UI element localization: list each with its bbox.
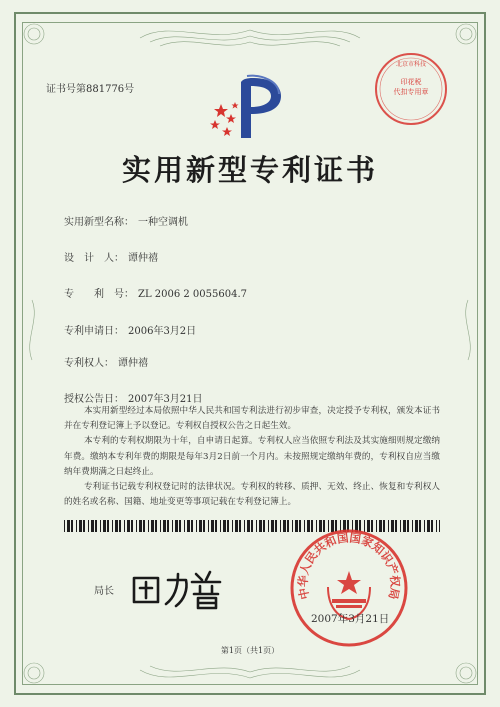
patent-number-value: ZL 2006 2 0055604.7 <box>138 289 248 300</box>
designer-value: 谭仲禧 <box>128 253 158 264</box>
svg-text:北京市科技: 北京市科技 <box>395 61 427 68</box>
seal-date: 2007年3月21日 <box>311 613 390 625</box>
utility-model-name-row <box>64 213 188 228</box>
grant-date-label: 授权公告日： <box>64 394 124 405</box>
filing-date-value: 2006年3月2日 <box>128 326 197 337</box>
patent-holder-label: 专利权人： <box>64 358 114 369</box>
director-signature <box>128 566 228 610</box>
patent-holder-value: 谭仲禧 <box>118 358 148 369</box>
designer-label: 设 计 人： <box>64 253 124 264</box>
patent-number-row <box>64 285 247 300</box>
certificate-title: 实用新型专利证书 <box>121 153 378 187</box>
body-paragraph-3: 专利证书记载专利权登记时的法律状况。专利权的转移、质押、无效、终止、恢复和专利权人的姓名或名称、国籍、地址变更等事项记载在专利登记簿上。 <box>64 482 440 508</box>
name-label: 实用新型名称： <box>64 217 134 228</box>
director-label: 局长 <box>94 586 114 597</box>
official-seal <box>288 527 410 649</box>
seal-ring-text: 中华人民共和国国家知识产权局 <box>295 530 403 601</box>
filing-date-label: 专利申请日： <box>64 326 124 337</box>
patent-number-label: 专 利 号： <box>64 289 134 300</box>
patent-office-logo-icon <box>207 72 287 142</box>
svg-text:代扣专用章: 代扣专用章 <box>393 88 429 96</box>
body-paragraph-2: 本专利的专利权期限为十年，自申请日起算。专利权人应当依照专利法及其实施细则规定缴纳年费。缴纳本专利年费的期限是每年3月2日前一个月内。未按照规定缴纳年费的，专利权自应当缴纳年费期满之日起终止。 <box>64 436 440 477</box>
certificate-number: 证书号第881776号 <box>46 84 135 95</box>
name-value: 一种空调机 <box>138 217 188 228</box>
patent-holder-row <box>64 354 148 369</box>
designer-row <box>64 249 158 264</box>
page-number: 第1页（共1页） <box>220 646 280 655</box>
grant-date-value: 2007年3月21日 <box>128 394 203 405</box>
filing-date-row <box>64 322 196 337</box>
tax-stamp-seal <box>372 50 450 128</box>
svg-text:印花税: 印花税 <box>400 78 422 86</box>
svg-text:中华人民共和国国家知识产权局 <box>296 531 403 602</box>
grant-date-row <box>64 390 203 405</box>
body-paragraph-1: 本实用新型经过本局依照中华人民共和国专利法进行初步审查，决定授予专利权，颁发本证书并在专利登记簿上予以登记。专利权自授权公告之日起生效。 <box>64 406 440 432</box>
certificate-body <box>64 404 440 510</box>
